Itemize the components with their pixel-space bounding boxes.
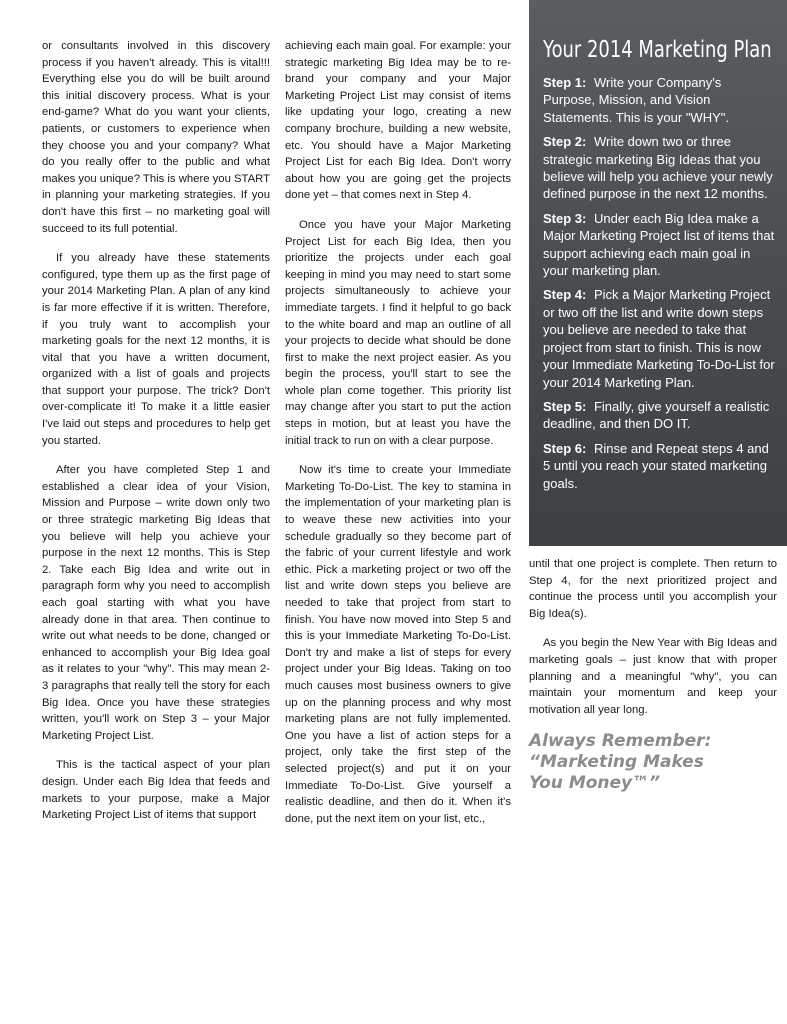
paragraph: until that one project is complete. Then return to Step 4, for the next prioritized project and continue the process until you accomplish your Big Idea(s). (529, 558, 777, 620)
article-column-3 (529, 556, 777, 794)
step-label: Step 4: (543, 287, 587, 303)
step-label: Step 1: (543, 75, 587, 90)
sidebar-title: Your 2014 Marketing Plan (543, 37, 772, 63)
marketing-plan-sidebar (529, 0, 787, 546)
step-text: Under each Big Idea make a Major Marketing Project list of items that support achieving each main goal in your marketing plan. (543, 210, 775, 279)
always-remember-callout (529, 731, 777, 794)
step-text: Pick a Major Marketing Project or two off the list and write down steps you believe are needed to take that project from start to finish. This is now your Immediate Marketing To-Do-List for your 2014 Marketing Plan. (543, 287, 775, 390)
step-text: Rinse and Repeat steps 4 and 5 until you reach your stated marketing goals. (543, 440, 769, 491)
article-column-2 (285, 38, 511, 840)
paragraph: Now it's time to create your Immediate Marketing To-Do-List. The key to stamina in the implementation of your marketing plan is to weave these new activities into your schedule gradually so they become part of the fabric of your current lifestyle and work ethic. Pick a marketing project or two off the list and write down steps you believe are needed to take that project from start to finish. You have now moved into Step 5 and this is your Immediate Marketing To-Do-List. Don't try and make a list of steps for every project under your Big Ideas. Taking on too much causes most business owners to give up on the planning process and why most marketing plans are not fully implemented. One you have a list of action steps for a project, only take the first step of the selected project(s) and put it on your Immediate To-Do-List. Give yourself a realistic deadline, and then do it. When it's done, put the next item on your list, etc., (285, 464, 511, 825)
paragraph: This is the tactical aspect of your plan design. Under each Big Idea that feeds and markets to your purpose, make a Major Marketing Project List of items that support (42, 759, 270, 822)
callout-line: You Money™” (529, 773, 661, 794)
paragraph: or consultants involved in this discovery process if you haven't already. This is vital!!! Everything else you do will be built around this initial discovery process. What is your end-game? What do you want your clients, patients, or customers to experience when they choose you and your company? What do you really offer to the public and what makes you unique? This is where you START in planning your marketing strategies. If you don't have this first – no marketing goal will succeed to its full potential. (42, 40, 270, 235)
paragraph: achieving each main goal. For example: your strategic marketing Big Idea may be to re-brand your company and your Major Marketing Project List may consist of items like updating your logo, creating a new company brochure, building a new website, etc. You should have a Major Marketing Project List for each Big Idea. Don't worry about how you are going get the projects done yet – that comes next in Step 4. (285, 40, 511, 202)
step-label: Step 6: (543, 440, 587, 456)
step-text: Finally, give yourself a realistic deadline, and then DO IT. (543, 398, 770, 432)
paragraph: As you begin the New Year with Big Ideas and marketing goals – just know that with proper planning and a meaningful "why", you can maintain your momentum and keep your motivation all year long. (529, 637, 777, 716)
step-5 (543, 398, 775, 433)
step-2 (543, 133, 775, 203)
article-column-1 (42, 38, 270, 837)
paragraph: Once you have your Major Marketing Project List for each Big Idea, then you prioritize the projects under each goal keeping in mind you may need to start some projects simultaneously to achieve your immediate targets. I find it helpful to go back to the white board and map an outline of all your projects to decide what should be done first to make the next project easier. As you begin the process, you'll start to see the whole plan come together. This priority list may change after you start to put the action steps in motion, but at least you have the initial track to run on with a clear purpose. (285, 218, 511, 447)
paragraph: If you already have these statements configured, type them up as the first page of your 2014 Marketing Plan. A plan of any kind is far more effective if it is written. Therefore, if you truly want to accomplish your marketing goals for the next 12 months, it is vital that you have a written document, organized with a list of goals and projects that support your purpose. The trick? Don't over-complicate it! To make it a little easier I've laid out steps and procedures to help get you started. (42, 252, 270, 447)
step-6 (543, 440, 775, 492)
step-1 (543, 74, 775, 126)
step-text: Write down two or three strategic marketing Big Ideas that you believe will help you achieve your newly defined purpose in the next 12 months. (543, 134, 773, 202)
callout-line: Always Remember: (529, 731, 712, 752)
step-label: Step 2: (543, 134, 587, 150)
paragraph: After you have completed Step 1 and established a clear idea of your Vision, Mission and Purpose – write down only two or three strategic marketing Big Ideas that you believe will help you achieve your purpose in the next 12 months. This is Step 2. Take each Big Idea and write out in paragraph form why you need to accomplish each goal starting with what you have already done in that area. Then continue to write out what needs to be done, changed or enhanced to accomplish your Big Idea goal as it relates to your "why". This may mean 2-3 paragraphs that really tell the story for each Big Idea. Once you have these strategies written, you'll work on Step 3 – your Major Marketing Project List. (42, 464, 270, 742)
step-4 (543, 286, 775, 390)
step-3 (543, 210, 775, 280)
step-label: Step 3: (543, 210, 587, 226)
callout-line: “Marketing Makes (529, 752, 704, 773)
step-label: Step 5: (543, 398, 587, 414)
step-text: Write your Company's Purpose, Mission, and Vision Statements. This is your "WHY". (543, 75, 729, 125)
